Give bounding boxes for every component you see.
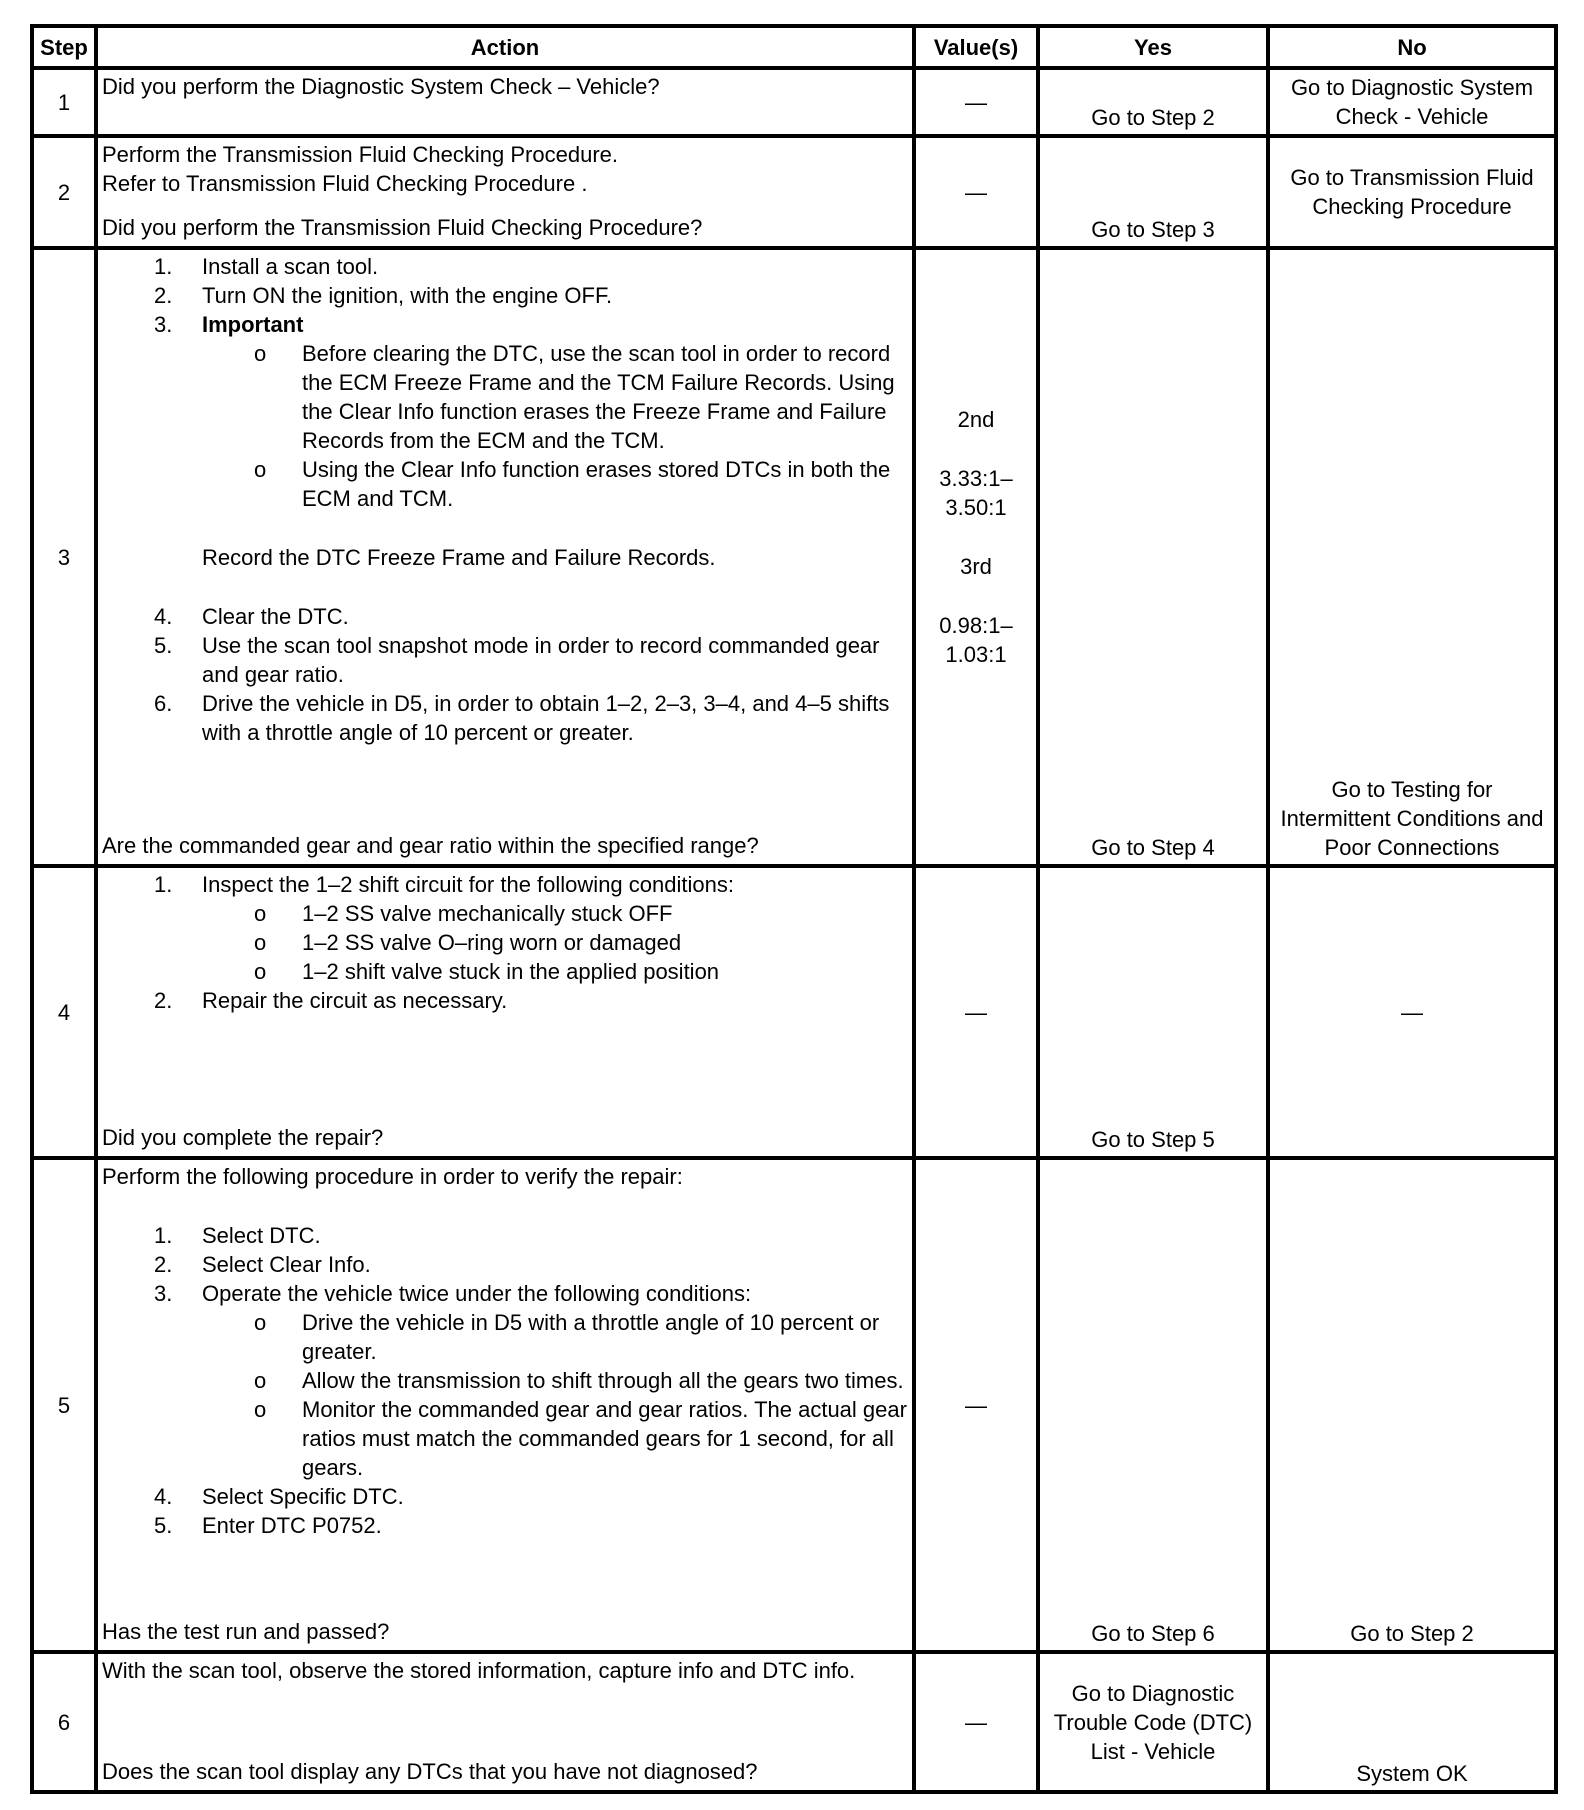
yes-cell: Go to Step 6 xyxy=(1038,1158,1268,1652)
bullet-icon: o xyxy=(254,1368,267,1393)
action-cell xyxy=(96,136,914,248)
yes-cell: Go to Step 2 xyxy=(1038,68,1268,136)
table-row xyxy=(32,866,1556,1158)
bullet-icon: o xyxy=(254,1397,267,1422)
header-action: Action xyxy=(96,26,914,68)
bullet-item: o Allow the transmission to shift through all the gears two times. xyxy=(254,1368,904,1393)
important-label: Important xyxy=(202,312,304,337)
bullet-list xyxy=(202,339,908,513)
action-question: Are the commanded gear and gear ratio within the specified range? xyxy=(102,833,759,858)
bullet-icon: o xyxy=(254,1310,267,1335)
action-steps xyxy=(102,602,908,747)
no-cell: System OK xyxy=(1268,1652,1556,1792)
bullet-list xyxy=(202,1308,908,1482)
list-item: 2. Repair the circuit as necessary. xyxy=(154,988,508,1013)
action-intro: Perform the following procedure in order to verify the repair: xyxy=(102,1164,683,1189)
list-item: 6. Drive the vehicle in D5, in order to obtain 1–2, 2–3, 3–4, and 4–5 shifts with a throttle angle of 10 percent or greater. xyxy=(154,691,890,745)
header-step: Step xyxy=(32,26,96,68)
action-line: Refer to Transmission Fluid Checking Procedure . xyxy=(102,171,588,196)
ratio-range: 0.98:1– 1.03:1 xyxy=(939,613,1013,667)
diagnostic-table xyxy=(30,24,1558,1794)
list-item: 5. Use the scan tool snapshot mode in order to record commanded gear and gear ratio. xyxy=(154,633,880,687)
table-row xyxy=(32,248,1556,866)
action-question: Does the scan tool display any DTCs that you have not diagnosed? xyxy=(102,1759,758,1784)
action-question: Did you complete the repair? xyxy=(102,1125,384,1150)
bullet-icon: o xyxy=(254,959,267,984)
table-row xyxy=(32,136,1556,248)
step-number: 5 xyxy=(32,1158,96,1652)
list-item: 4. Select Specific DTC. xyxy=(154,1484,404,1509)
header-no: No xyxy=(1268,26,1556,68)
list-item: 2. Turn ON the ignition, with the engine OFF. xyxy=(154,283,613,308)
value-cell: — xyxy=(914,68,1038,136)
bullet-item: o Using the Clear Info function erases stored DTCs in both the ECM and TCM. xyxy=(254,457,891,511)
action-question: Did you perform the Transmission Fluid Checking Procedure? xyxy=(102,215,703,240)
bullet-item: o 1–2 shift valve stuck in the applied position xyxy=(254,959,720,984)
gear-label: 2nd xyxy=(957,407,995,432)
bullet-item: o Drive the vehicle in D5 with a throttle angle of 10 percent or greater. xyxy=(254,1310,880,1364)
value-cell: — xyxy=(914,136,1038,248)
list-item: 2. Select Clear Info. xyxy=(154,1252,371,1277)
yes-cell: Go to Step 4 xyxy=(1038,248,1268,866)
record-note: Record the DTC Freeze Frame and Failure Records. xyxy=(202,545,716,570)
yes-cell: Go to Step 5 xyxy=(1038,866,1268,1158)
value-cell: — xyxy=(914,1158,1038,1652)
value-cell: — xyxy=(914,866,1038,1158)
bullet-icon: o xyxy=(254,457,267,482)
action-question: Has the test run and passed? xyxy=(102,1619,390,1644)
gear-label: 3rd xyxy=(960,554,992,579)
step-number: 2 xyxy=(32,136,96,248)
action-steps xyxy=(102,1221,908,1540)
bullet-list xyxy=(202,899,908,986)
no-cell: Go to Step 2 xyxy=(1268,1158,1556,1652)
list-item: 1. Inspect the 1–2 shift circuit for the following conditions: o 1–2 SS valve mechanically stuck OFF o 1–2 SS valve O–ring worn or damaged o 1–2 shift valve stuck in the applied position xyxy=(102,870,908,986)
yes-cell: Go to Diagnostic Trouble Code (DTC) List - Vehicle xyxy=(1038,1652,1268,1792)
bullet-item: o Before clearing the DTC, use the scan tool in order to record the ECM Freeze Frame and the TCM Failure Records. Using the Clear Info function erases the Freeze Frame and Failure Records from the ECM and the TCM. xyxy=(254,341,895,453)
no-cell: Go to Testing for Intermittent Conditions and Poor Connections xyxy=(1268,248,1556,866)
list-item: 3. Operate the vehicle twice under the following conditions: o Drive the vehicle in D5 with a throttle angle of 10 percent or greater. o Allow the transmission to shift through all the gears two times. o Monitor the commanded gear and gear ratios. The actual gear ratios must match the commanded gears for 1 second, for all gears. xyxy=(154,1281,907,1480)
step-number: 6 xyxy=(32,1652,96,1792)
action-intro: With the scan tool, observe the stored information, capture info and DTC info. xyxy=(102,1658,856,1683)
header-row xyxy=(32,26,1556,68)
no-cell: Go to Diagnostic System Check - Vehicle xyxy=(1268,68,1556,136)
list-item: 3. Important o Before clearing the DTC, use the scan tool in order to record the ECM Freeze Frame and the TCM Failure Records. Using the Clear Info function erases the Freeze Frame and Failure Records from the ECM and the TCM. o Using the Clear Info function erases stored DTCs in both the ECM and TCM. xyxy=(102,310,908,513)
list-item: 5. Enter DTC P0752. xyxy=(154,1513,382,1538)
value-cell xyxy=(914,248,1038,866)
bullet-icon: o xyxy=(254,901,267,926)
list-item: 1. Install a scan tool. xyxy=(154,254,379,279)
table-row xyxy=(32,1158,1556,1652)
table-row xyxy=(32,68,1556,136)
step-number: 1 xyxy=(32,68,96,136)
no-cell: — xyxy=(1268,866,1556,1158)
action-cell xyxy=(96,248,914,866)
value-cell: — xyxy=(914,1652,1038,1792)
list-item: 1. Select DTC. xyxy=(154,1223,321,1248)
list-item: 4. Clear the DTC. xyxy=(154,604,349,629)
action-cell xyxy=(96,1652,914,1792)
header-values: Value(s) xyxy=(914,26,1038,68)
no-cell: Go to Transmission Fluid Checking Procedure xyxy=(1268,136,1556,248)
bullet-icon: o xyxy=(254,930,267,955)
action-steps xyxy=(102,870,908,1015)
action-line: Perform the Transmission Fluid Checking Procedure. xyxy=(102,142,618,167)
action-cell xyxy=(96,68,914,136)
step-number: 3 xyxy=(32,248,96,866)
action-cell xyxy=(96,1158,914,1652)
table-row xyxy=(32,1652,1556,1792)
action-cell xyxy=(96,866,914,1158)
action-steps xyxy=(102,252,908,513)
bullet-item: o Monitor the commanded gear and gear ratios. The actual gear ratios must match the commanded gears for 1 second, for all gears. xyxy=(254,1397,907,1480)
action-question: Did you perform the Diagnostic System Check – Vehicle? xyxy=(102,74,660,99)
ratio-range: 3.33:1– 3.50:1 xyxy=(939,466,1013,520)
bullet-icon: o xyxy=(254,341,267,366)
bullet-item: o 1–2 SS valve mechanically stuck OFF xyxy=(254,901,673,926)
yes-cell: Go to Step 3 xyxy=(1038,136,1268,248)
header-yes: Yes xyxy=(1038,26,1268,68)
bullet-item: o 1–2 SS valve O–ring worn or damaged xyxy=(254,930,682,955)
step-number: 4 xyxy=(32,866,96,1158)
